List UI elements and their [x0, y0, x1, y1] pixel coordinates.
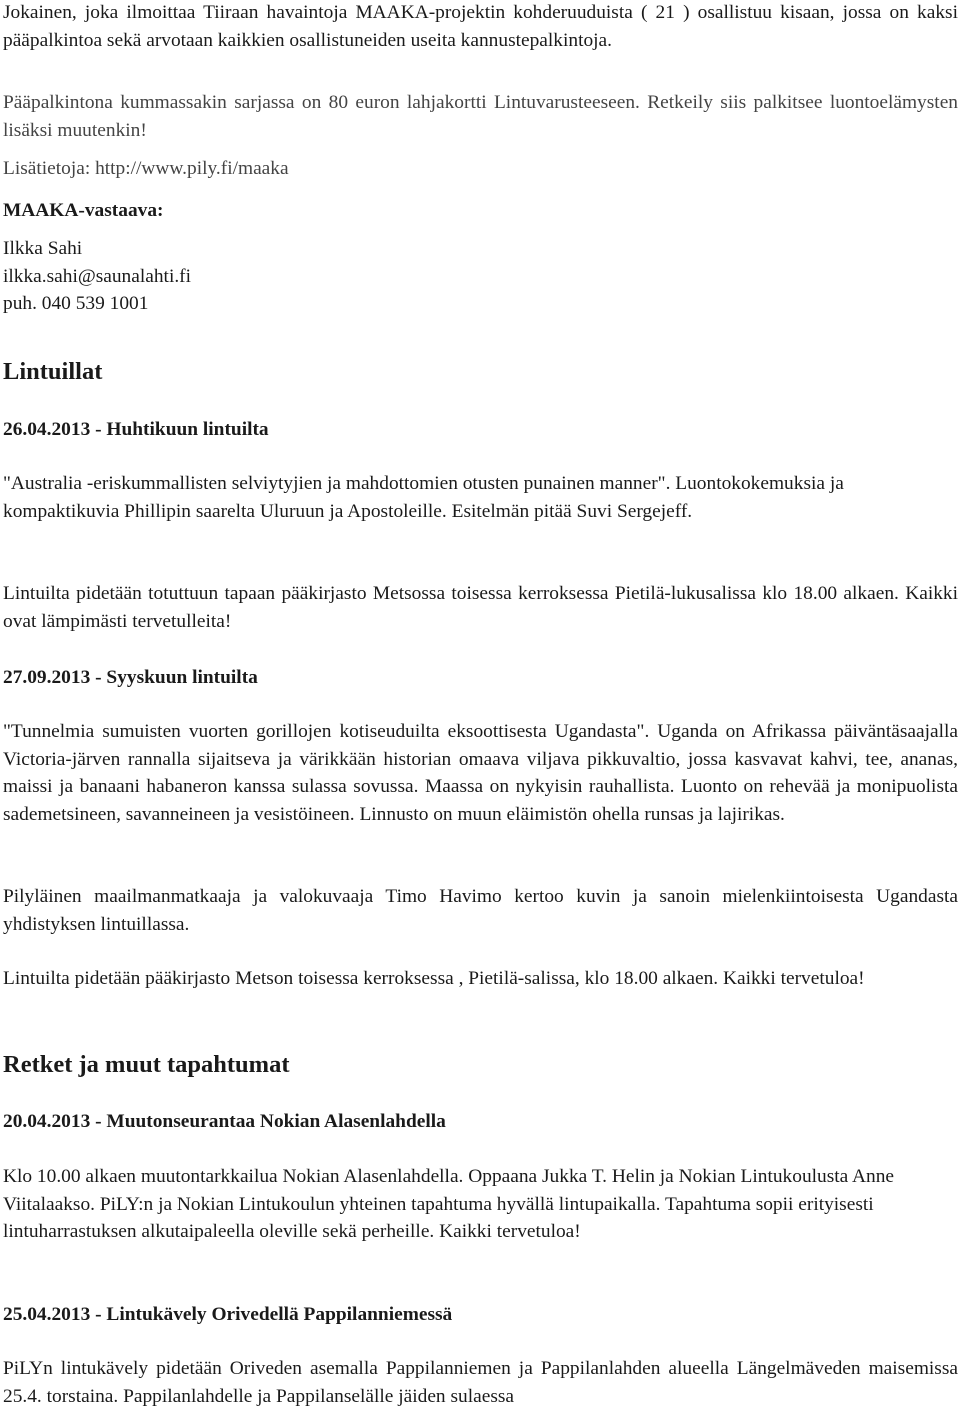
event-paragraph: Lintuilta pidetään pääkirjasto Metson toisessa kerroksessa , Pietilä-salissa, klo 18.00 alkaen. Kaikki tervetuloa! [3, 968, 865, 989]
info-link-line[interactable]: Lisätietoja: http://www.pily.fi/maaka [3, 158, 289, 179]
section-heading-retket: Retket ja muut tapahtumat [3, 1051, 290, 1078]
event-paragraph: Lintuilta pidetään totuttuun tapaan pääkirjasto Metsossa toisessa kerroksessa Pietilä-lukusalissa klo 18.00 alkaen. Kaikki ovat lämpimästi tervetulleita! [3, 583, 958, 632]
event-paragraph: "Australia -eriskummallisten selviytyjien ja mahdottomien otusten punainen manner". Luontokokemuksia ja kompaktikuvia Phillipin saarelta Uluruun ja Apostoleille. Esitelmän pitää Suvi Sergejeff. [3, 473, 844, 522]
event-paragraph: PiLYn lintukävely pidetään Oriveden asemalla Pappilanniemen ja Pappilanlahden alueella Längelmäveden maisemissa 25.4. torstaina. Pappilanlahdelle ja Pappilanselälle jäiden sulaessa [3, 1358, 958, 1407]
contact-phone: puh. 040 539 1001 [3, 293, 149, 314]
prize-paragraph: Pääpalkintona kummassakin sarjassa on 80 euron lahjakortti Lintuvarusteeseen. Retkeily siis palkitsee luontoelämysten lisäksi muutenkin! [3, 92, 958, 141]
event-paragraph: Klo 10.00 alkaen muutontarkkailua Nokian Alasenlahdella. Oppaana Jukka T. Helin ja Nokian Lintukoulusta Anne Viitalaakso. PiLY:n ja Nokian Lintukoulun yhteinen tapahtuma hyvällä lintupaikalla. Tapahtuma sopii erityisesti lintuharrastuksen alkutaipaleella oleville sekä perheille. Kaikki tervetuloa! [3, 1166, 895, 1243]
event-title: 26.04.2013 - Huhtikuun lintuilta [3, 419, 269, 440]
contact-email[interactable]: ilkka.sahi@saunalahti.fi [3, 265, 192, 287]
contact-heading: MAAKA-vastaava: [3, 200, 164, 221]
contact-block [3, 235, 958, 318]
event-paragraph: "Tunnelmia sumuisten vuorten gorillojen kotiseuduilta eksoottisesta Ugandasta". Uganda on Afrikassa päiväntäsaajalla Victoria-järven rannalla sijaitseva ja värikkään historian omaava viljava pikkuvaltio, jossa kasvavat kahvi, tee, ananas, maissi ja banaani habaneron kanssa sulassa sovussa. Maassa on nykyisin rauhallista. Luonto on rehevää ja monipuolista sademetsineen, savanneineen ja vesistöineen. Linnusto on muun eläimistön ohella runsas ja lajirikas. [3, 721, 958, 825]
event-title: 20.04.2013 - Muutonseurantaa Nokian Alasenlahdella [3, 1111, 446, 1132]
event-title: 27.09.2013 - Syyskuun lintuilta [3, 667, 258, 688]
event-title: 25.04.2013 - Lintukävely Orivedellä Pappilanniemessä [3, 1304, 453, 1325]
contest-paragraph: Jokainen, joka ilmoittaa Tiiraan havaintoja MAAKA-projektin kohderuuduista ( 21 ) osallistuu kisaan, jossa on kaksi pääpalkintoa sekä arvotaan kaikkien osallistuneiden useita kannustepalkintoja. [3, 2, 958, 51]
event-paragraph: Pilyläinen maailmanmatkaaja ja valokuvaaja Timo Havimo kertoo kuvin ja sanoin mielenkiintoisesta Ugandasta yhdistyksen lintuillassa. [3, 886, 958, 935]
contact-name: Ilkka Sahi [3, 238, 83, 259]
section-heading-lintuillat: Lintuillat [3, 358, 103, 385]
